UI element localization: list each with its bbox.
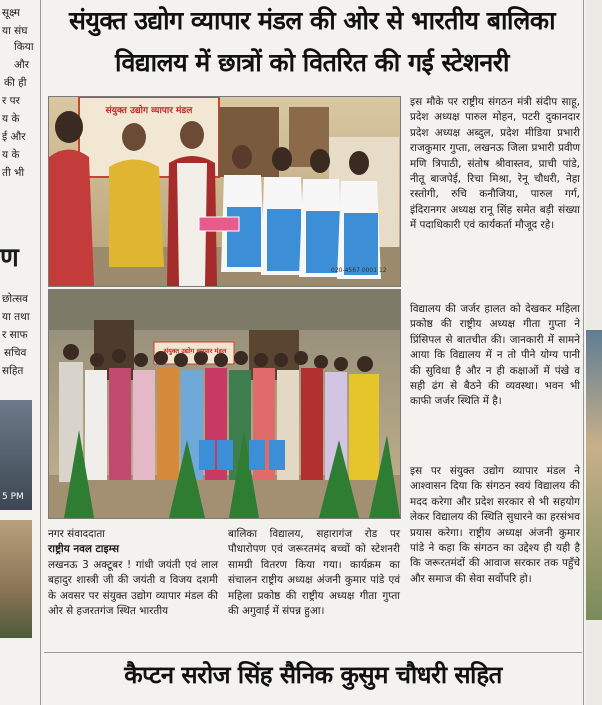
left-fragment: र साफ xyxy=(2,329,28,341)
photo-stationery-distribution xyxy=(48,96,401,287)
adjacent-column-left xyxy=(0,0,40,705)
right-photo-fragment xyxy=(586,330,602,620)
left-fragment: की ही xyxy=(4,77,27,89)
photo-2-illustration xyxy=(49,290,400,518)
left-photo-fragment-2 xyxy=(0,520,32,638)
adjacent-column-right xyxy=(586,0,602,705)
article-para-1: इस मौके पर राष्ट्रीय संगठन मंत्री संदीप साहू, प्रदेश अध्यक्ष पारुल मोहन, पटरी दुकानदार प्रदेश अध्यक्ष अब्दुल, प्रदेश मीडिया प्रभारी राजकुमार गुप्ता, लखनऊ जिला प्रभारी प्रवीण मणि त्रिपाठी, संतोष श्रीवास्तव, प्राची पांडे, नीतू बाजपेई, रिचा मिश्रा, रेनू चौधरी, नेहा रस्तोगी, रुचि कनौजिया, पारुल गर्ग, इंदिरानगर अध्यक्ष रानू सिंह समेत बड़ी संख्या में पदाधिकारी एवं कार्यकर्ता मौजूद रहे। xyxy=(410,96,580,232)
photo-1-sign: 020-4567 0001 12 xyxy=(331,267,387,274)
photo-1-banner: संयुक्त उद्योग व्यापार मंडल xyxy=(105,106,193,116)
left-fragment: या संघ xyxy=(2,25,28,37)
photo-1-illustration xyxy=(49,97,400,286)
left-fragment: य के xyxy=(2,113,20,125)
left-photo-time: 5 PM xyxy=(2,492,24,502)
headline-line-1: संयुक्त उद्योग व्यापार मंडल की ओर से भारतीय बालिका xyxy=(68,6,556,35)
article-para-3: इस पर संयुक्त उद्योग व्यापार मंडल ने आश्वासन दिया कि संगठन स्वयं विद्यालय की मदद करेगा और प्रदेश सरकार से भी सहयोग लेकर विद्यालय की स्थिति सुधारने का हरसंभव प्रयास करेगा। राष्ट्रीय अध्यक्ष अंजनी कुमार पांडे ने कहा कि संगठन का उद्देश्य ही यही है कि जरूरतमंदों की आवाज सरकार तक पहुँचे और समाज की सेवा सर्वोपरि हो। xyxy=(410,465,580,585)
left-fragment: र पर xyxy=(2,95,20,107)
next-headline: कैप्टन सरोज सिंह सैनिक कुसुम चौधरी सहित xyxy=(124,661,502,689)
section-divider xyxy=(44,652,582,653)
column-rule xyxy=(583,0,584,705)
article-continuation: बालिका विद्यालय, सहारागंज रोड पर पौधारोपण एवं जरूरतमंद बच्चों को स्टेशनरी सामग्री वितरण किया गया। कार्यक्रम का संचालन राष्ट्रीय अध्यक्ष अंजनी कुमार पांडे एवं महिला प्रकोष्ठ की राष्ट्रीय अध्यक्ष गीता गुप्ता की अगुवाई में संपन्न हुआ। xyxy=(228,528,400,618)
left-fragment: और xyxy=(14,59,30,71)
article-opening: लखनऊ 3 अक्टूबर ! गांधी जयंती एवं लाल बहादुर शास्त्री जी की जयंती व विजय दशमी के अवसर पर संयुक्त उद्योग व्यापार मंडल की ओर से हजरतगंज स्थित भारतीय xyxy=(48,559,218,618)
left-fragment-big: ण xyxy=(0,243,19,273)
left-fragment: सहित xyxy=(2,365,24,377)
left-fragment: ई और xyxy=(2,131,26,143)
left-fragment: सूक्ष्म xyxy=(2,7,21,19)
photo-group-plantation xyxy=(48,289,401,519)
left-fragment: या तथा xyxy=(2,311,30,323)
left-fragment: ती भी xyxy=(2,167,25,179)
column-rule xyxy=(40,0,41,705)
photo-2-banner: संयुक्त उद्योग व्यापार मंडल xyxy=(163,347,227,355)
headline-line-2: विद्यालय में छात्रों को वितरित की गई स्टेशनरी xyxy=(115,48,509,77)
left-fragment: य के xyxy=(2,149,20,161)
article-para-2: विद्यालय की जर्जर हालत को देखकर महिला प्रकोष्ठ की राष्ट्रीय अध्यक्ष गीता गुप्ता ने प्रिंसिपल से बातचीत की। जानकारी में सामने आया कि विद्यालय में न तो पीने योग्य पानी की सुविधा है और न ही कक्षाओं में पंखे व सही ढंग से बैठने की व्यवस्था। भवन भी काफी जर्जर स्थिति में है। xyxy=(410,303,580,408)
byline-paper: राष्ट्रीय नवल टाइम्स xyxy=(48,543,119,555)
left-photo-fragment xyxy=(0,400,32,510)
byline-reporter: नगर संवाददाता xyxy=(48,528,106,540)
left-fragment: सचिव xyxy=(4,347,27,359)
left-fragment: छोत्सव xyxy=(2,293,29,305)
left-fragment: किया xyxy=(14,41,34,53)
